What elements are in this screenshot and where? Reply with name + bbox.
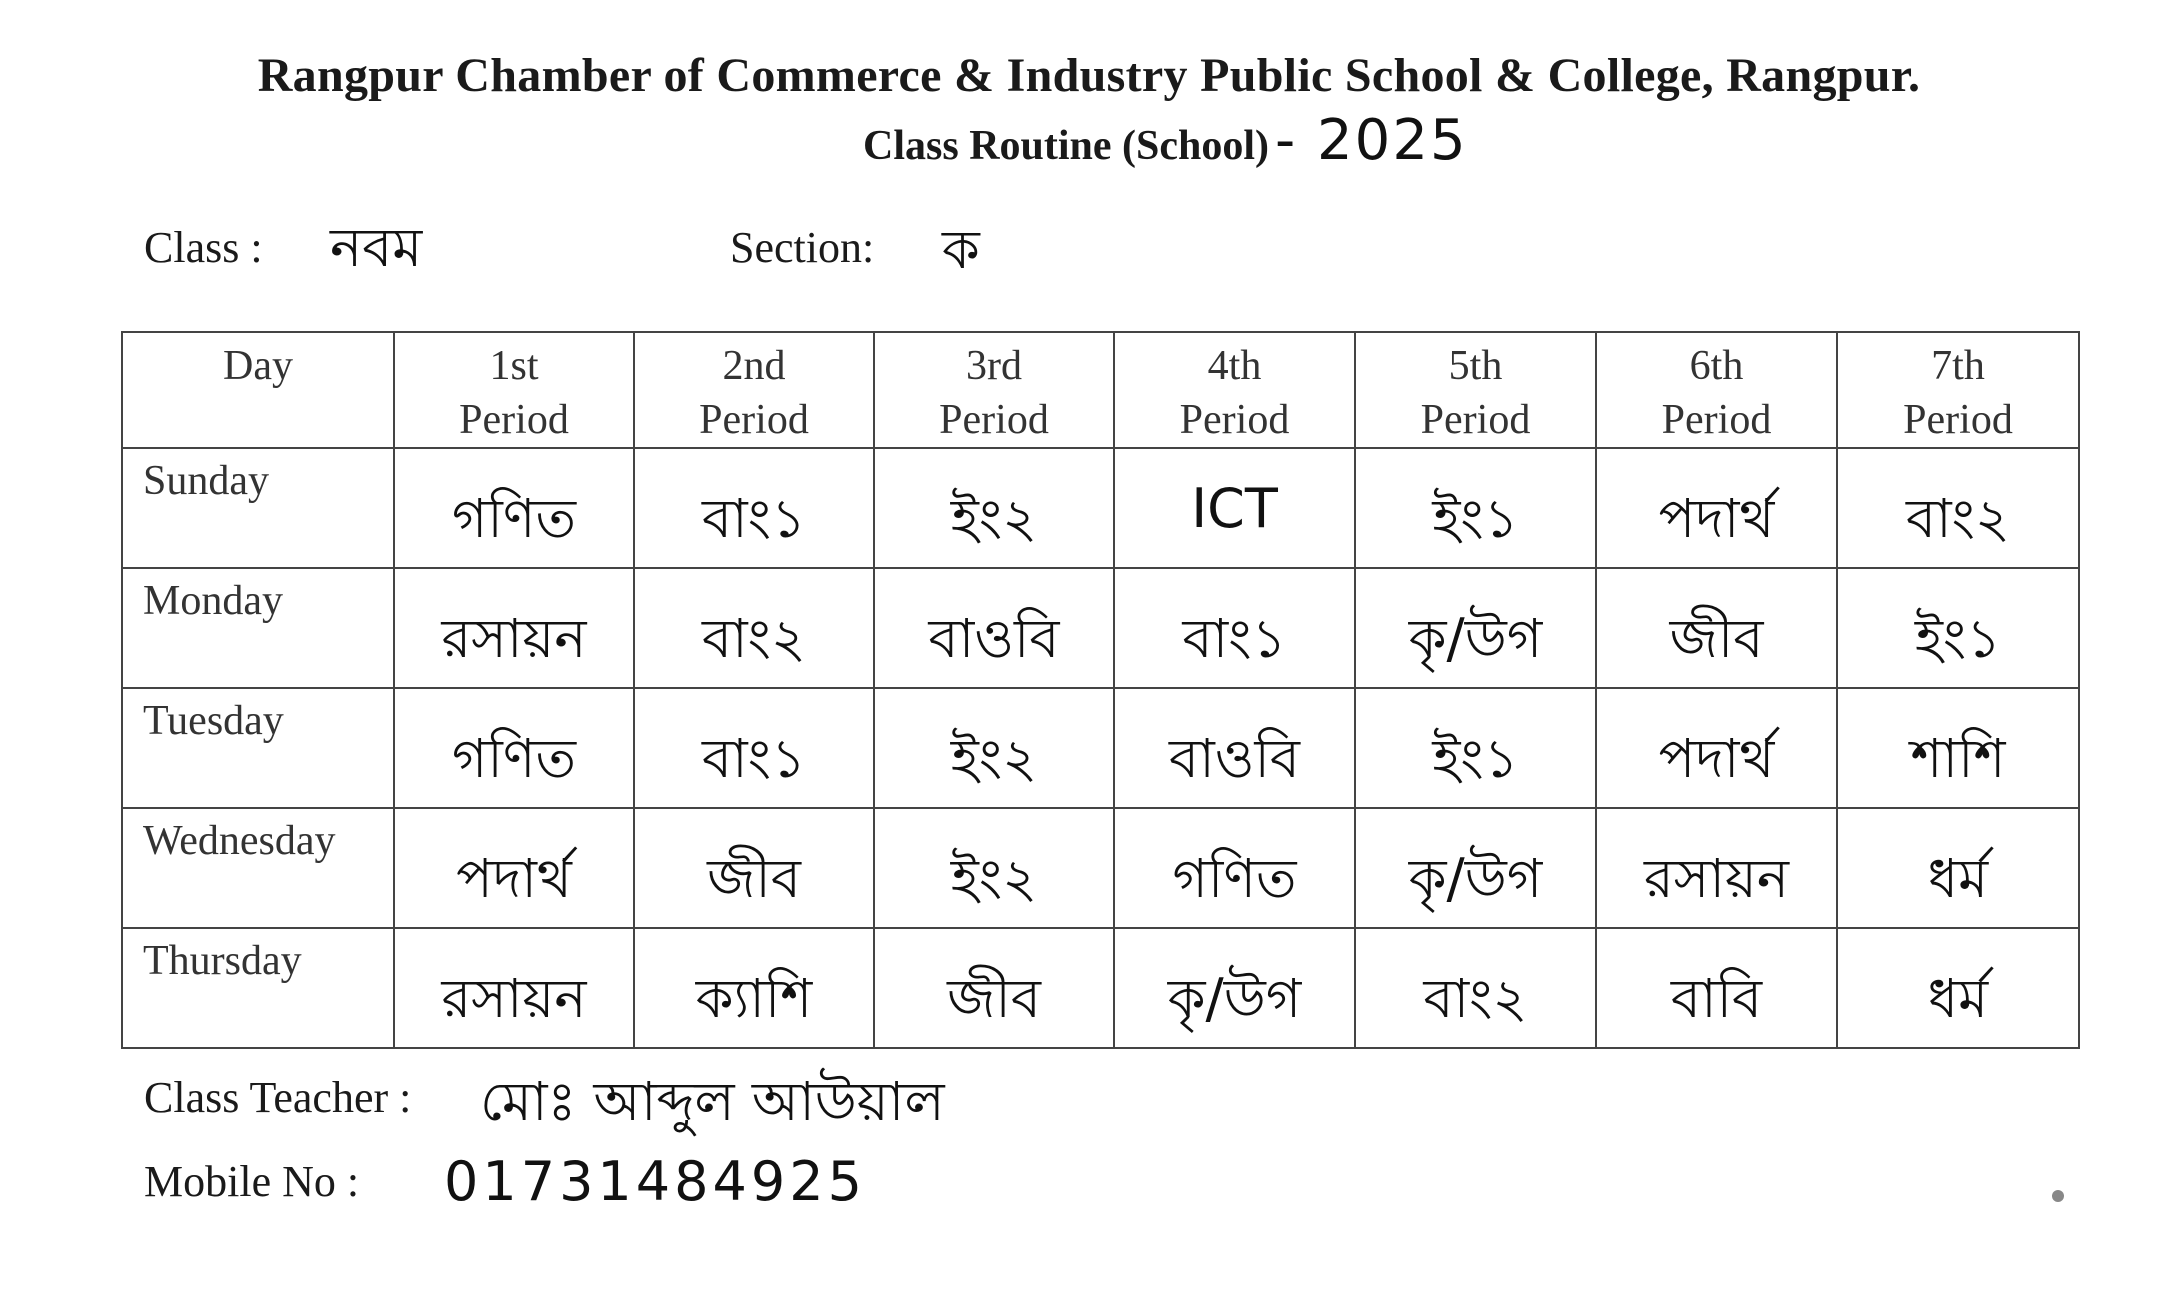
subject-cell bbox=[1114, 688, 1355, 808]
subject-cell bbox=[1114, 448, 1355, 568]
subject-text: পদার্থ bbox=[456, 847, 572, 910]
subject-cell bbox=[394, 688, 634, 808]
subject-text: গণিত bbox=[1172, 847, 1297, 910]
subject-text: বাং২ bbox=[1423, 967, 1528, 1030]
routine-year: - 2025 bbox=[1275, 108, 1468, 173]
day-cell bbox=[122, 928, 394, 1048]
header-period-3 bbox=[874, 332, 1114, 448]
subject-cell bbox=[1837, 448, 2079, 568]
subject-cell bbox=[1355, 928, 1596, 1048]
subject-text: ইং২ bbox=[950, 487, 1038, 550]
subject-text: ইং১ bbox=[1914, 607, 2002, 670]
day-label: Wednesday bbox=[143, 818, 336, 864]
subject-cell bbox=[874, 688, 1114, 808]
subject-text: কৃ/উগ bbox=[1408, 847, 1543, 910]
day-label: Monday bbox=[143, 578, 283, 624]
subject-cell bbox=[634, 808, 874, 928]
subject-text: পদার্থ bbox=[1658, 487, 1775, 550]
header-label: Day bbox=[223, 343, 293, 389]
routine-label: Class Routine (School) bbox=[863, 123, 1270, 169]
header-period-6 bbox=[1596, 332, 1837, 448]
subject-text: বাওবি bbox=[1169, 727, 1300, 790]
day-label: Tuesday bbox=[143, 698, 284, 744]
subject-text: গণিত bbox=[451, 487, 576, 550]
table-row bbox=[122, 928, 2079, 1048]
subject-text: রসায়ন bbox=[1643, 847, 1790, 910]
subject-cell bbox=[634, 448, 874, 568]
header-label: 1st bbox=[489, 343, 539, 389]
subject-text: জীব bbox=[947, 967, 1041, 1030]
header-label: 4th bbox=[1207, 343, 1262, 389]
subject-cell bbox=[1114, 808, 1355, 928]
subject-cell bbox=[1596, 448, 1837, 568]
header-sublabel: Period bbox=[1661, 397, 1772, 443]
subject-cell bbox=[874, 928, 1114, 1048]
routine-title bbox=[863, 108, 1468, 173]
day-cell bbox=[122, 808, 394, 928]
subject-text: ইং১ bbox=[1432, 727, 1519, 790]
header-period-4 bbox=[1114, 332, 1355, 448]
class-value: নবম bbox=[330, 216, 423, 279]
subject-cell bbox=[1596, 688, 1837, 808]
header-sublabel: Period bbox=[699, 397, 809, 443]
subject-cell bbox=[874, 808, 1114, 928]
scan-speck bbox=[2052, 1190, 2064, 1202]
section-value: ক bbox=[942, 218, 980, 281]
subject-text: কৃ/উগ bbox=[1167, 967, 1302, 1030]
header-day bbox=[122, 332, 394, 448]
subject-cell bbox=[634, 688, 874, 808]
subject-cell bbox=[1355, 688, 1596, 808]
subject-text: রসায়ন bbox=[441, 967, 587, 1030]
day-label: Sunday bbox=[143, 458, 269, 504]
subject-text: বাং২ bbox=[701, 607, 807, 670]
subject-cell bbox=[1837, 568, 2079, 688]
header-period-7 bbox=[1837, 332, 2079, 448]
table-row bbox=[122, 448, 2079, 568]
header-sublabel: Period bbox=[1179, 397, 1290, 443]
subject-text: বাং২ bbox=[1905, 487, 2011, 550]
mobile-label: Mobile No : bbox=[144, 1157, 360, 1206]
header-label: 3rd bbox=[966, 343, 1022, 389]
subject-text: শাশি bbox=[1910, 727, 2006, 790]
mobile-value: 01731484925 bbox=[444, 1150, 866, 1213]
subject-cell bbox=[394, 448, 634, 568]
header-sublabel: Period bbox=[939, 397, 1049, 443]
subject-cell bbox=[1114, 568, 1355, 688]
routine-table bbox=[121, 331, 2080, 1049]
class-teacher-label: Class Teacher : bbox=[144, 1073, 412, 1122]
table-row bbox=[122, 568, 2079, 688]
day-cell bbox=[122, 448, 394, 568]
class-label: Class : bbox=[144, 223, 263, 272]
subject-text: ইং২ bbox=[950, 847, 1038, 910]
table-row bbox=[122, 688, 2079, 808]
subject-text: কৃ/উগ bbox=[1408, 607, 1543, 670]
subject-text: গণিত bbox=[451, 727, 576, 790]
subject-text: বাওবি bbox=[928, 607, 1060, 670]
school-name: Rangpur Chamber of Commerce & Industry Public School & College, Rangpur. bbox=[257, 49, 1921, 102]
subject-cell bbox=[394, 928, 634, 1048]
subject-cell bbox=[1596, 568, 1837, 688]
subject-text: বাং১ bbox=[702, 487, 806, 550]
header-sublabel: Period bbox=[1420, 397, 1531, 443]
header-period-5 bbox=[1355, 332, 1596, 448]
table-row bbox=[122, 808, 2079, 928]
section-label: Section: bbox=[730, 223, 875, 272]
subject-text: ইং২ bbox=[950, 727, 1038, 790]
subject-text: পদার্থ bbox=[1658, 727, 1775, 790]
subject-text: ধর্ম bbox=[1927, 967, 1989, 1030]
subject-text: জীব bbox=[707, 847, 801, 910]
subject-text: ইং১ bbox=[1432, 487, 1519, 550]
header-label: 2nd bbox=[722, 343, 786, 389]
header-period-2 bbox=[634, 332, 874, 448]
day-label: Thursday bbox=[143, 938, 302, 984]
subject-cell bbox=[394, 808, 634, 928]
subject-cell bbox=[874, 568, 1114, 688]
subject-cell bbox=[1837, 688, 2079, 808]
subject-cell bbox=[1114, 928, 1355, 1048]
header-period-1 bbox=[394, 332, 634, 448]
header-sublabel: Period bbox=[459, 397, 569, 443]
subject-cell bbox=[1355, 808, 1596, 928]
subject-cell bbox=[634, 928, 874, 1048]
subject-cell bbox=[394, 568, 634, 688]
header-label: 6th bbox=[1689, 343, 1744, 389]
subject-cell bbox=[1355, 568, 1596, 688]
subject-cell bbox=[874, 448, 1114, 568]
subject-text: বাং১ bbox=[702, 727, 806, 790]
subject-text: ধর্ম bbox=[1927, 847, 1989, 910]
subject-cell bbox=[1355, 448, 1596, 568]
day-cell bbox=[122, 568, 394, 688]
subject-cell bbox=[1837, 808, 2079, 928]
subject-text: জীব bbox=[1669, 607, 1764, 670]
header-row bbox=[122, 332, 2079, 448]
subject-text: ক্যাশি bbox=[695, 967, 813, 1030]
subject-text: বাবি bbox=[1670, 967, 1763, 1030]
subject-cell bbox=[1837, 928, 2079, 1048]
subject-text: ICT bbox=[1191, 477, 1278, 540]
subject-cell bbox=[1596, 808, 1837, 928]
header-label: 5th bbox=[1448, 343, 1503, 389]
class-teacher-value: মোঃ আব্দুল আউয়াল bbox=[480, 1070, 945, 1133]
header-label: 7th bbox=[1931, 343, 1985, 389]
subject-text: রসায়ন bbox=[441, 607, 587, 670]
subject-cell bbox=[634, 568, 874, 688]
subject-text: বাং১ bbox=[1182, 607, 1287, 670]
header-sublabel: Period bbox=[1903, 397, 2013, 443]
subject-cell bbox=[1596, 928, 1837, 1048]
day-cell bbox=[122, 688, 394, 808]
